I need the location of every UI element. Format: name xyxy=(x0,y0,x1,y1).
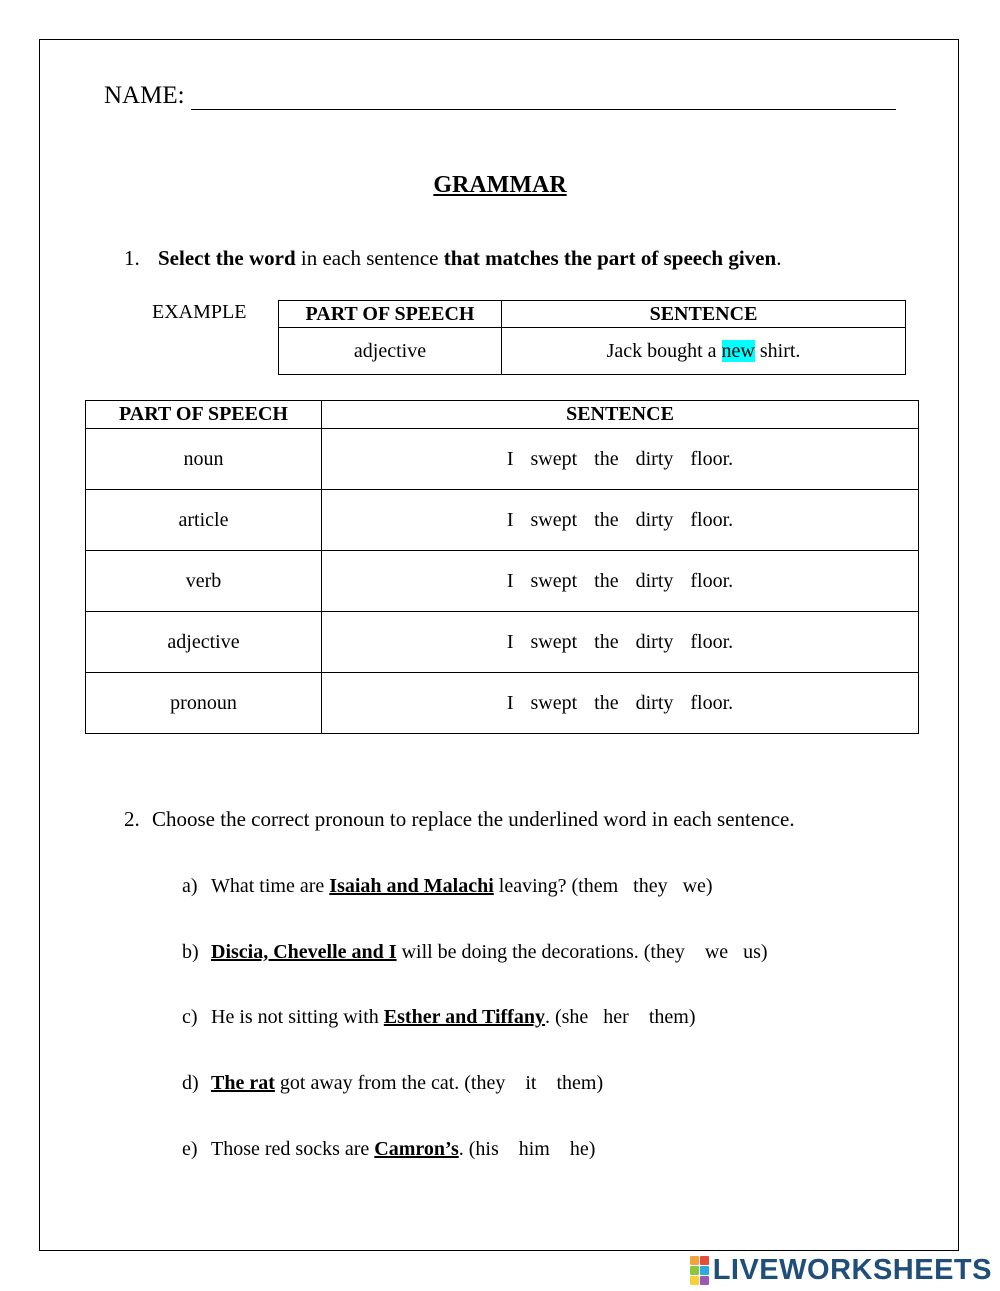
pronoun-choices[interactable]: (she her them) xyxy=(554,1006,696,1028)
logo-block xyxy=(690,1266,699,1275)
item-text-before: Those red socks are xyxy=(211,1138,375,1160)
example-label: EXAMPLE xyxy=(152,301,247,323)
item-letter: e) xyxy=(182,1138,198,1160)
liveworksheets-logo xyxy=(690,1254,992,1287)
example-header-sentence: SENTENCE xyxy=(502,301,906,328)
item-text-after: got away from the cat. xyxy=(274,1072,465,1094)
table-row xyxy=(86,612,919,673)
question-1-text: in each sentence xyxy=(295,246,444,270)
item-letter: d) xyxy=(182,1072,199,1094)
example-sentence-after: shirt. xyxy=(754,339,801,362)
question-1-number: 1. xyxy=(124,246,140,270)
item-text-after: leaving? xyxy=(493,875,572,897)
underlined-word: Camron’s xyxy=(374,1138,459,1160)
item-text-after: . xyxy=(544,1006,555,1028)
sentence-cell[interactable]: I swept the dirty floor. xyxy=(322,551,919,612)
part-of-speech-cell: article xyxy=(86,490,322,551)
table-row xyxy=(86,490,919,551)
example-table xyxy=(278,300,906,375)
item-letter: b) xyxy=(182,941,199,963)
pronoun-choices[interactable]: (them they we) xyxy=(571,875,713,897)
name-input-line[interactable] xyxy=(191,83,896,110)
example-sentence-before: Jack bought a xyxy=(606,339,722,362)
part-of-speech-cell: adjective xyxy=(86,612,322,673)
question-1-end: . xyxy=(776,246,782,270)
item-text-after: . xyxy=(458,1138,469,1160)
question-1-bold-1: Select the word xyxy=(158,246,296,270)
table-header-sentence: SENTENCE xyxy=(322,401,919,429)
question-2-text: Choose the correct pronoun to replace the underlined word in each sentence. xyxy=(152,807,795,831)
item-text-before: What time are xyxy=(211,875,330,897)
part-of-speech-cell: noun xyxy=(86,429,322,490)
logo-blocks-icon xyxy=(690,1256,709,1285)
item-text-after: will be doing the decorations. xyxy=(396,941,644,963)
table-row xyxy=(86,551,919,612)
question-1 xyxy=(124,246,781,271)
underlined-word: Isaiah and Malachi xyxy=(329,875,494,897)
underlined-word: Esther and Tiffany xyxy=(383,1006,545,1028)
logo-block xyxy=(700,1256,709,1265)
pronoun-choices[interactable]: (they we us) xyxy=(643,941,768,963)
example-header-part: PART OF SPEECH xyxy=(279,301,502,328)
sentence-cell[interactable]: I swept the dirty floor. xyxy=(322,612,919,673)
page-title: GRAMMAR xyxy=(433,172,567,198)
question-2-number: 2. xyxy=(124,807,140,831)
list-item xyxy=(182,1072,603,1095)
sentence-cell[interactable]: I swept the dirty floor. xyxy=(322,490,919,551)
sentence-cell[interactable]: I swept the dirty floor. xyxy=(322,429,919,490)
brand-text: LIVEWORKSHEETS xyxy=(712,1254,992,1286)
item-text-before: He is not sitting with xyxy=(211,1006,384,1028)
item-letter: a) xyxy=(182,875,198,897)
example-part: adjective xyxy=(279,328,502,375)
table-row xyxy=(86,673,919,734)
example-sentence xyxy=(502,328,906,375)
underlined-word: The rat xyxy=(211,1072,275,1094)
table-row xyxy=(86,429,919,490)
pronoun-choices[interactable]: (his him he) xyxy=(468,1138,596,1160)
underlined-word: Discia, Chevelle and I xyxy=(211,941,397,963)
name-row xyxy=(104,82,896,110)
list-item xyxy=(182,1138,595,1161)
sentence-cell[interactable]: I swept the dirty floor. xyxy=(322,673,919,734)
list-item xyxy=(182,1006,695,1029)
logo-block xyxy=(690,1276,699,1285)
table-header-part: PART OF SPEECH xyxy=(86,401,322,429)
part-of-speech-cell: verb xyxy=(86,551,322,612)
part-of-speech-cell: pronoun xyxy=(86,673,322,734)
example-highlighted-word: new xyxy=(721,339,755,362)
pronoun-choices[interactable]: (they it them) xyxy=(464,1072,604,1094)
logo-block xyxy=(700,1266,709,1275)
logo-block xyxy=(700,1276,709,1285)
list-item xyxy=(182,875,713,898)
question-2 xyxy=(124,807,795,832)
question-1-bold-2: that matches the part of speech given xyxy=(443,246,777,270)
list-item xyxy=(182,941,768,964)
name-label: NAME: xyxy=(104,82,185,109)
item-letter: c) xyxy=(182,1006,198,1028)
logo-block xyxy=(690,1256,699,1265)
exercise-table xyxy=(85,400,919,734)
